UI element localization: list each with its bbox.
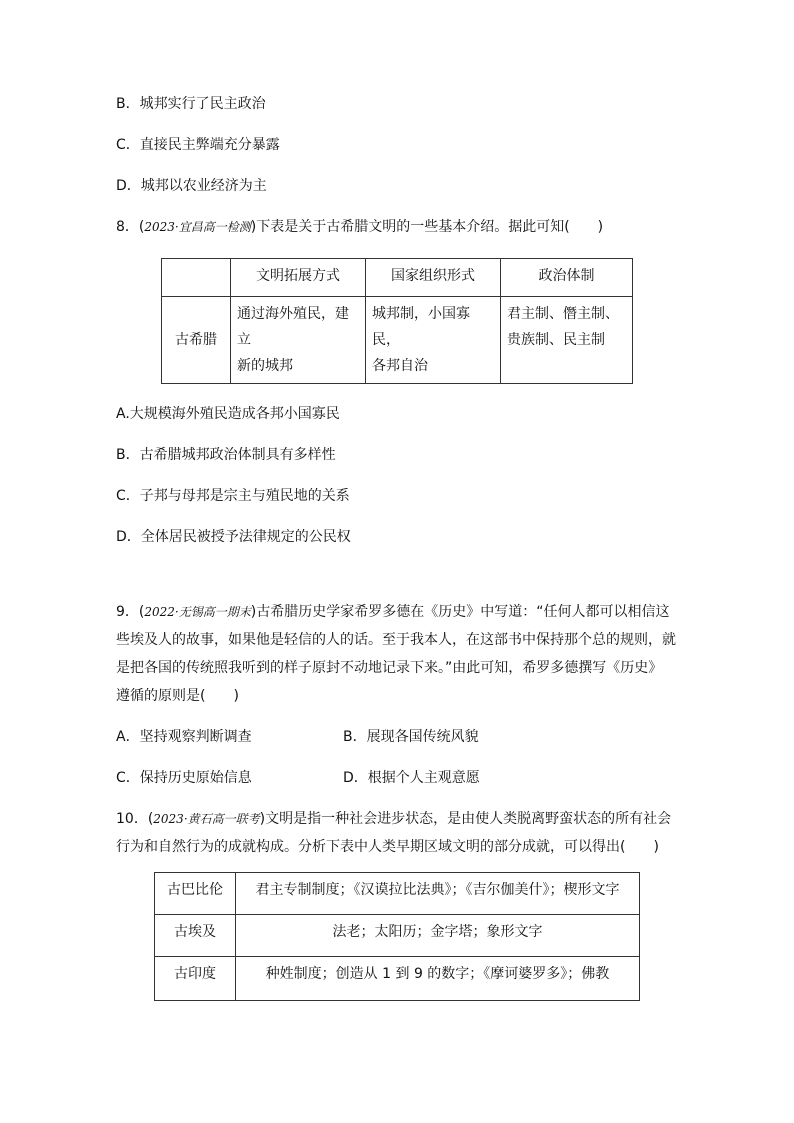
- q8-stem: [116, 217, 603, 237]
- q9-option-b: B．展现各国传统风貌: [343, 729, 479, 745]
- table-row: [155, 873, 640, 915]
- table-row: [155, 915, 640, 957]
- q10-stem: [116, 805, 682, 861]
- q10-civ-name-india: 古印度: [155, 957, 236, 1001]
- q7-option-d: D．城邦以农业经济为主: [116, 178, 267, 194]
- q9-source: 2022·无锡高一期末: [144, 605, 251, 619]
- q9-option-a: A．坚持观察判断调查: [116, 729, 252, 745]
- q8-cell-political-line2: 贵族制、民主制: [507, 332, 605, 348]
- q8-source: 2023·宜昌高一检测: [144, 220, 251, 234]
- q8-stem-text: )下表是关于古希腊文明的一些基本介绍。据此可知( ): [250, 219, 604, 235]
- q8-header-empty: [162, 259, 231, 297]
- q8-header-organization: 国家组织形式: [366, 259, 501, 297]
- q8-cell-political-system: [501, 297, 633, 384]
- q8-option-b: B．古希腊城邦政治体制具有多样性: [116, 447, 336, 463]
- q8-row-label: 古希腊: [162, 297, 231, 384]
- q8-cell-expansion-line1: 通过海外殖民，建立: [237, 306, 349, 348]
- q9-option-d: D．根据个人主观意愿: [343, 770, 480, 786]
- q8-cell-political-line1: 君主制、僭主制、: [507, 306, 619, 322]
- q8-cell-organization-line1: 城邦制，小国寡民，: [372, 306, 470, 348]
- q10-stem-line2: 行为和自然行为的成就构成。分析下表中人类早期区域文明的部分成就，可以得出( ): [116, 839, 659, 855]
- q10-table: [154, 872, 640, 1001]
- q8-table-row: [162, 297, 633, 384]
- q10-stem-line1: [116, 805, 682, 833]
- q8-cell-expansion: [231, 297, 366, 384]
- q7-option-c: C．直接民主弊端充分暴露: [116, 137, 280, 153]
- q8-header-expansion: 文明拓展方式: [231, 259, 366, 297]
- q8-table: [161, 258, 633, 384]
- q10-number: 10．(: [116, 811, 154, 827]
- q9-stem: [116, 598, 682, 710]
- q8-table-header-row: [162, 259, 633, 297]
- q9-number: 9．(: [116, 604, 145, 620]
- q9-stem-line2: 些埃及人的故事，如果他是轻信的人的话。至于我本人，在这部书中保持那个总的规则，就: [116, 632, 676, 648]
- q8-number: 8．(: [116, 219, 145, 235]
- q10-civ-name-babylon: 古巴比伦: [155, 873, 236, 915]
- q9-stem-line4: 遵循的原则是( ): [116, 688, 239, 704]
- q10-source: 2023·黄石高一联考: [153, 812, 260, 826]
- q10-civ-achievements-egypt: 法老；太阳历；金字塔；象形文字: [236, 915, 640, 957]
- q9-option-c: C．保持历史原始信息: [116, 770, 252, 786]
- q9-stem-line1: [116, 598, 682, 626]
- q8-cell-organization-line2: 各邦自治: [372, 358, 428, 374]
- q10-civ-achievements-babylon: 君主专制制度；《汉谟拉比法典》；《吉尔伽美什》；楔形文字: [236, 873, 640, 915]
- q10-civ-name-egypt: 古埃及: [155, 915, 236, 957]
- q8-option-c: C．子邦与母邦是宗主与殖民地的关系: [116, 488, 350, 504]
- q8-option-d: D．全体居民被授予法律规定的公民权: [116, 529, 351, 545]
- q8-cell-organization: [366, 297, 501, 384]
- q8-header-political-system: 政治体制: [501, 259, 633, 297]
- q7-option-b: B．城邦实行了民主政治: [116, 96, 266, 112]
- q8-option-a: A.大规模海外殖民造成各邦小国寡民: [116, 406, 340, 422]
- q9-stem-text: )古希腊历史学家希罗多德在《历史》中写道：“任何人都可以相信这: [250, 604, 670, 620]
- q10-civ-achievements-india: 种姓制度；创造从 1 到 9 的数字；《摩诃婆罗多》；佛教: [236, 957, 640, 1001]
- table-row: [155, 957, 640, 1001]
- q10-stem-text: )文明是指一种社会进步状态，是由使人类脱离野蛮状态的所有社会: [259, 811, 672, 827]
- q8-cell-expansion-line2: 新的城邦: [237, 358, 293, 374]
- q9-stem-line3: 是把各国的传统照我听到的样子原封不动地记录下来。”由此可知，希罗多德撰写《历史》: [116, 660, 663, 676]
